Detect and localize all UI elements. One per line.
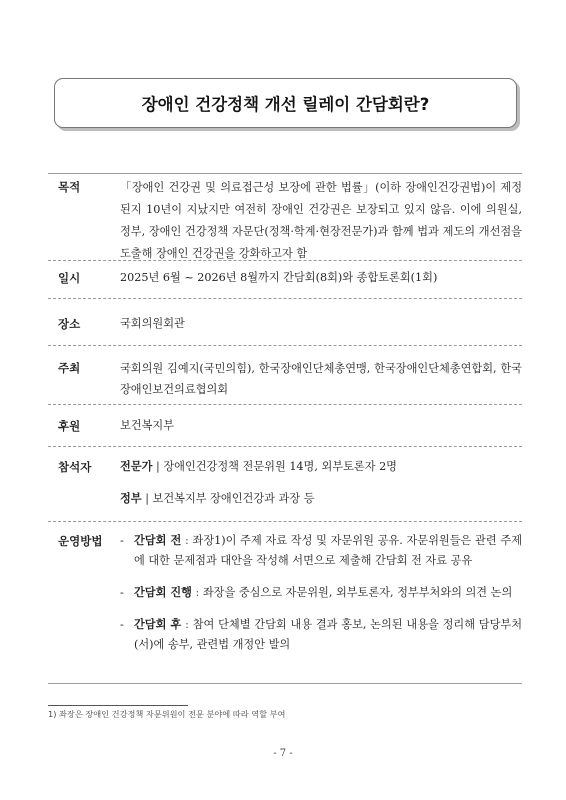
row-host [48, 346, 522, 405]
page-title: 장애인 건강정책 개선 릴레이 간담회란? [141, 95, 430, 114]
host-label: 주최 [58, 361, 81, 375]
info-table [48, 173, 522, 684]
participants-label: 참석자 [58, 460, 92, 474]
host-text: 국회의원 김예지(국민의힘), 한국장애인단체총연맹, 한국장애인단체총연합회, 한국장애인보건의료협의회 [120, 362, 522, 396]
participants-experts [120, 457, 522, 477]
row-method [48, 522, 522, 684]
participants-content [120, 457, 522, 521]
method-label: 운영방법 [58, 534, 103, 548]
venue-text: 국회의원회관 [120, 317, 185, 330]
method-item-text: 좌장1)이 주제 자료 작성 및 자문위원 공유. 자문위원들은 관련 주제에 대한 문제점과 대안을 작성해 서면으로 제출해 간담회 전 자료 공유 [134, 534, 522, 567]
method-item-after [120, 615, 522, 655]
row-purpose [48, 173, 522, 261]
purpose-text: 「장애인 건강권 및 의료접근성 보장에 관한 법률」(이하 장애인건강권법)이 제정된지 10년이 지났지만 여전히 장애인 건강권은 보장되고 있지 않음. 이에 의원실, 정부, 장애인 건강정책 자문단(정책·학계·현장전문가)과 함께 법과 제도의 개선점을 도출해 장애인 건강권을 강화하고자 함 [120, 181, 522, 260]
method-item-colon: : [185, 534, 189, 547]
footnote-divider [48, 705, 188, 706]
method-item-head: 간담회 진행 [134, 586, 192, 599]
experts-separator: | [155, 460, 160, 473]
page-number: - 7 - [273, 748, 293, 759]
method-item-during [120, 583, 522, 603]
row-sponsor [48, 405, 522, 447]
method-content [120, 531, 522, 683]
experts-text: 장애인건강정책 전문위원 14명, 외부토론자 2명 [163, 460, 397, 473]
purpose-label: 목적 [58, 180, 81, 194]
experts-label: 전문가 [120, 460, 153, 473]
participants-government [120, 489, 522, 509]
date-label: 일시 [58, 271, 81, 285]
government-separator: | [145, 492, 149, 505]
row-date [48, 261, 522, 299]
venue-label: 장소 [58, 317, 81, 331]
title-box [54, 78, 517, 128]
method-item-head: 간담회 후 [134, 618, 182, 631]
dash-marker: - [120, 534, 124, 547]
government-text: 보건복지부 장애인건강과 과장 등 [152, 492, 315, 505]
method-item-colon: : [185, 618, 189, 631]
date-text: 2025년 6월 ~ 2026년 8월까지 간담회(8회)와 종합토론회(1회) [120, 271, 438, 284]
row-venue [48, 299, 522, 346]
sponsor-text: 보건복지부 [120, 419, 175, 432]
row-participants [48, 447, 522, 522]
dash-marker: - [120, 586, 124, 599]
footnote: 1) 좌장은 장애인 건강정책 자문위원이 전문 분야에 따라 역할 부여 [48, 709, 286, 719]
method-item-text: 좌장을 중심으로 자문위원, 외부토론자, 정부부처와의 의견 논의 [202, 586, 513, 599]
method-item-head: 간담회 전 [134, 534, 182, 547]
method-item-colon: : [195, 586, 200, 599]
dash-marker: - [120, 618, 124, 631]
method-item-text: 참여 단체별 간담회 내용 결과 홍보, 논의된 내용을 정리해 담당부처(서)에 송부, 관련법 개정안 발의 [134, 618, 523, 651]
sponsor-label: 후원 [58, 419, 81, 433]
method-item-before [120, 531, 522, 571]
government-label: 정부 [120, 492, 142, 505]
